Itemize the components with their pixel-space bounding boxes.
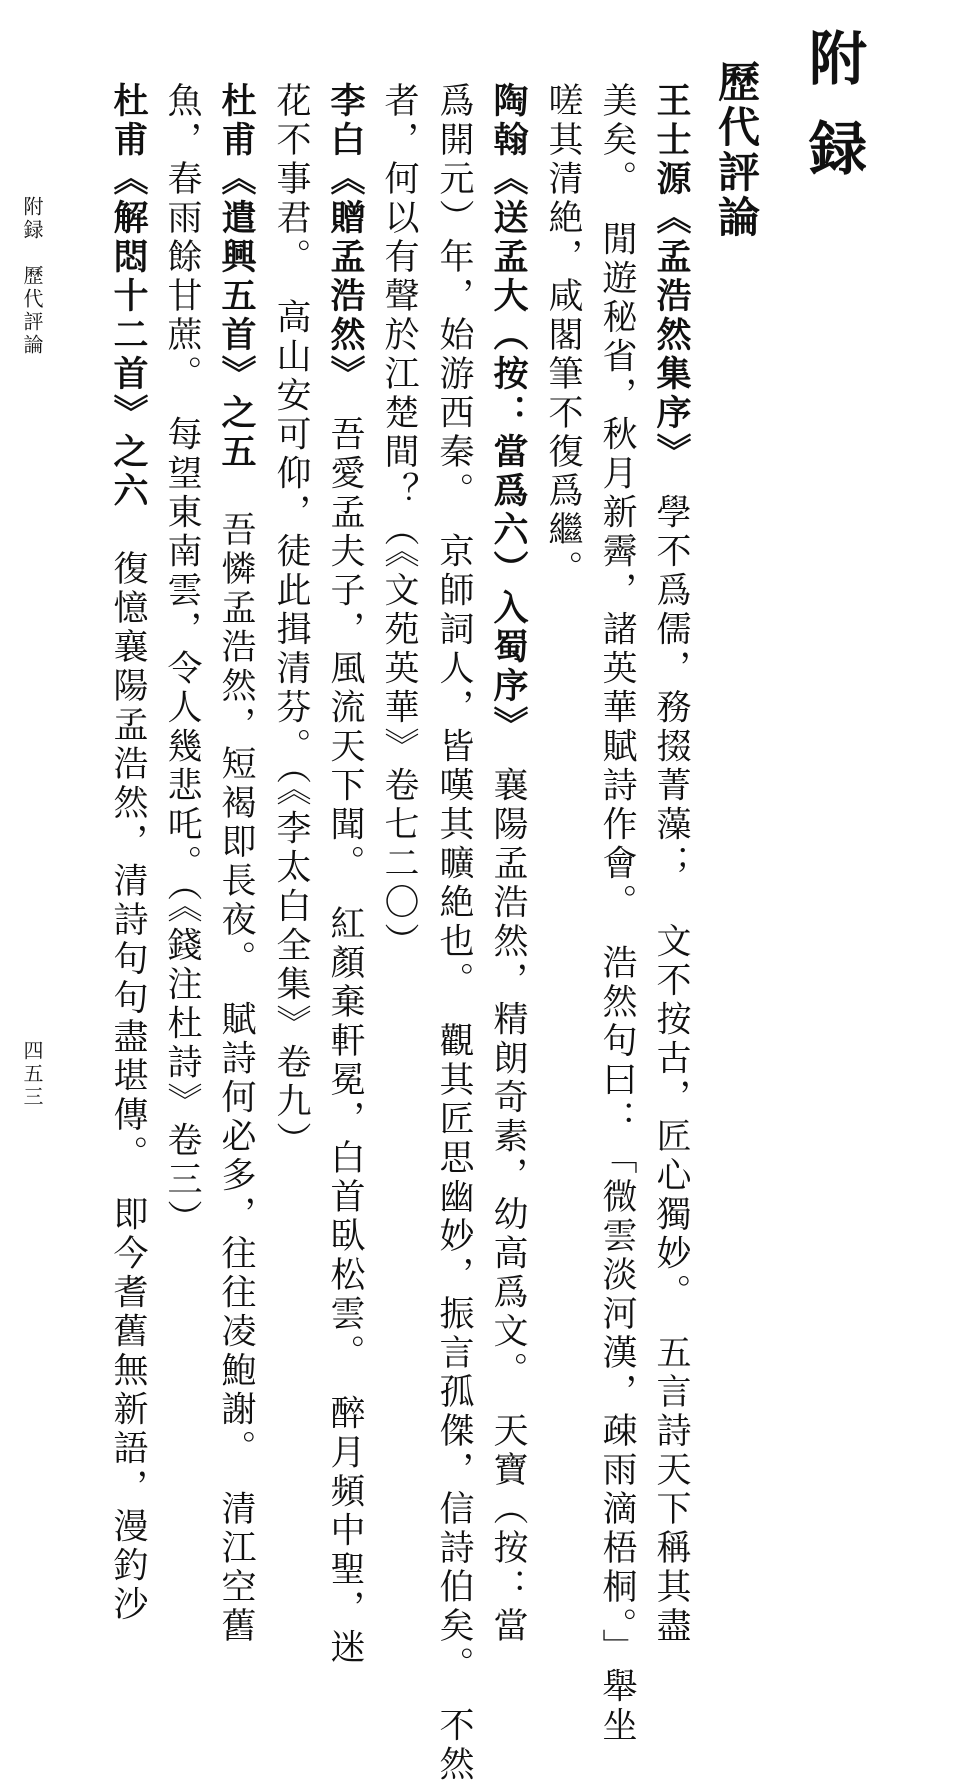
- text-column: [436, 82, 472, 1785]
- column-text: 復憶襄陽孟浩然，清詩句句盡堪傳。 即今耆舊無新語，漫釣沙: [108, 511, 148, 1625]
- column-text: 嗟其清絶，咸閣筆不復爲繼。: [543, 82, 583, 589]
- text-column: [545, 82, 581, 589]
- column-text: 吾愛孟夫子，風流天下聞。 紅顏棄軒冕，白首臥松雲。 醉月頻中聖，迷: [325, 376, 365, 1668]
- text-column: [325, 82, 366, 1668]
- column-text: 吾憐孟浩然，短褐即長夜。 賦詩何必多，往往凌鮑謝。 清江空舊: [216, 472, 256, 1646]
- column-text: 美矣。 閒遊秘省，秋月新霽，諸英華賦詩作會。 浩然句曰：「微雲淡河漢，疎雨滴梧桐。」舉坐: [597, 82, 637, 1746]
- page-number: 四五三: [20, 1040, 44, 1109]
- column-text: 魚，春雨餘甘蔗。 每望東南雲，令人幾悲吒。（《錢注杜詩》卷三）: [162, 82, 202, 1239]
- text-column: [488, 82, 529, 1646]
- chapter-title: 附録: [799, 28, 867, 208]
- running-head: 附録 歷代評論: [20, 196, 44, 357]
- entry-heading: 陶翰《送孟大（按：當爲六）入蜀序》: [488, 82, 529, 728]
- entry-heading: 杜甫《解悶十二首》之六: [108, 82, 149, 511]
- text-column: [381, 82, 417, 962]
- column-text: 學不爲儒，務掇菁藻； 文不按古，匠心獨妙。 五言詩天下稱其盡: [651, 454, 691, 1646]
- entry-heading: 杜甫《遣興五首》之五: [216, 82, 257, 472]
- section-title: 歷代評論: [712, 60, 761, 240]
- text-column: [273, 82, 309, 1161]
- entry-heading: 王士源《孟浩然集序》: [651, 82, 692, 455]
- column-text: 花不事君。 高山安可仰，徒此揖清芬。（《李太白全集》卷九）: [271, 82, 311, 1161]
- text-column: [164, 82, 200, 1239]
- column-text: 襄陽孟浩然，精朗奇素，幼高爲文。 天寶（按：當: [488, 727, 528, 1646]
- column-text: 者，何以有聲於江楚間？（《文苑英華》卷七二〇）: [379, 82, 419, 962]
- entry-heading: 李白《贈孟浩然》: [325, 82, 366, 377]
- text-column: [216, 82, 257, 1646]
- text-column: [651, 82, 692, 1646]
- text-column: [599, 82, 635, 1746]
- text-column: [108, 82, 149, 1625]
- column-text: 爲開元）年，始游西秦。 京師詞人，皆嘆其曠絶也。 觀其匠思幽妙，振言孤傑，信詩伯矣。 不然: [434, 82, 474, 1785]
